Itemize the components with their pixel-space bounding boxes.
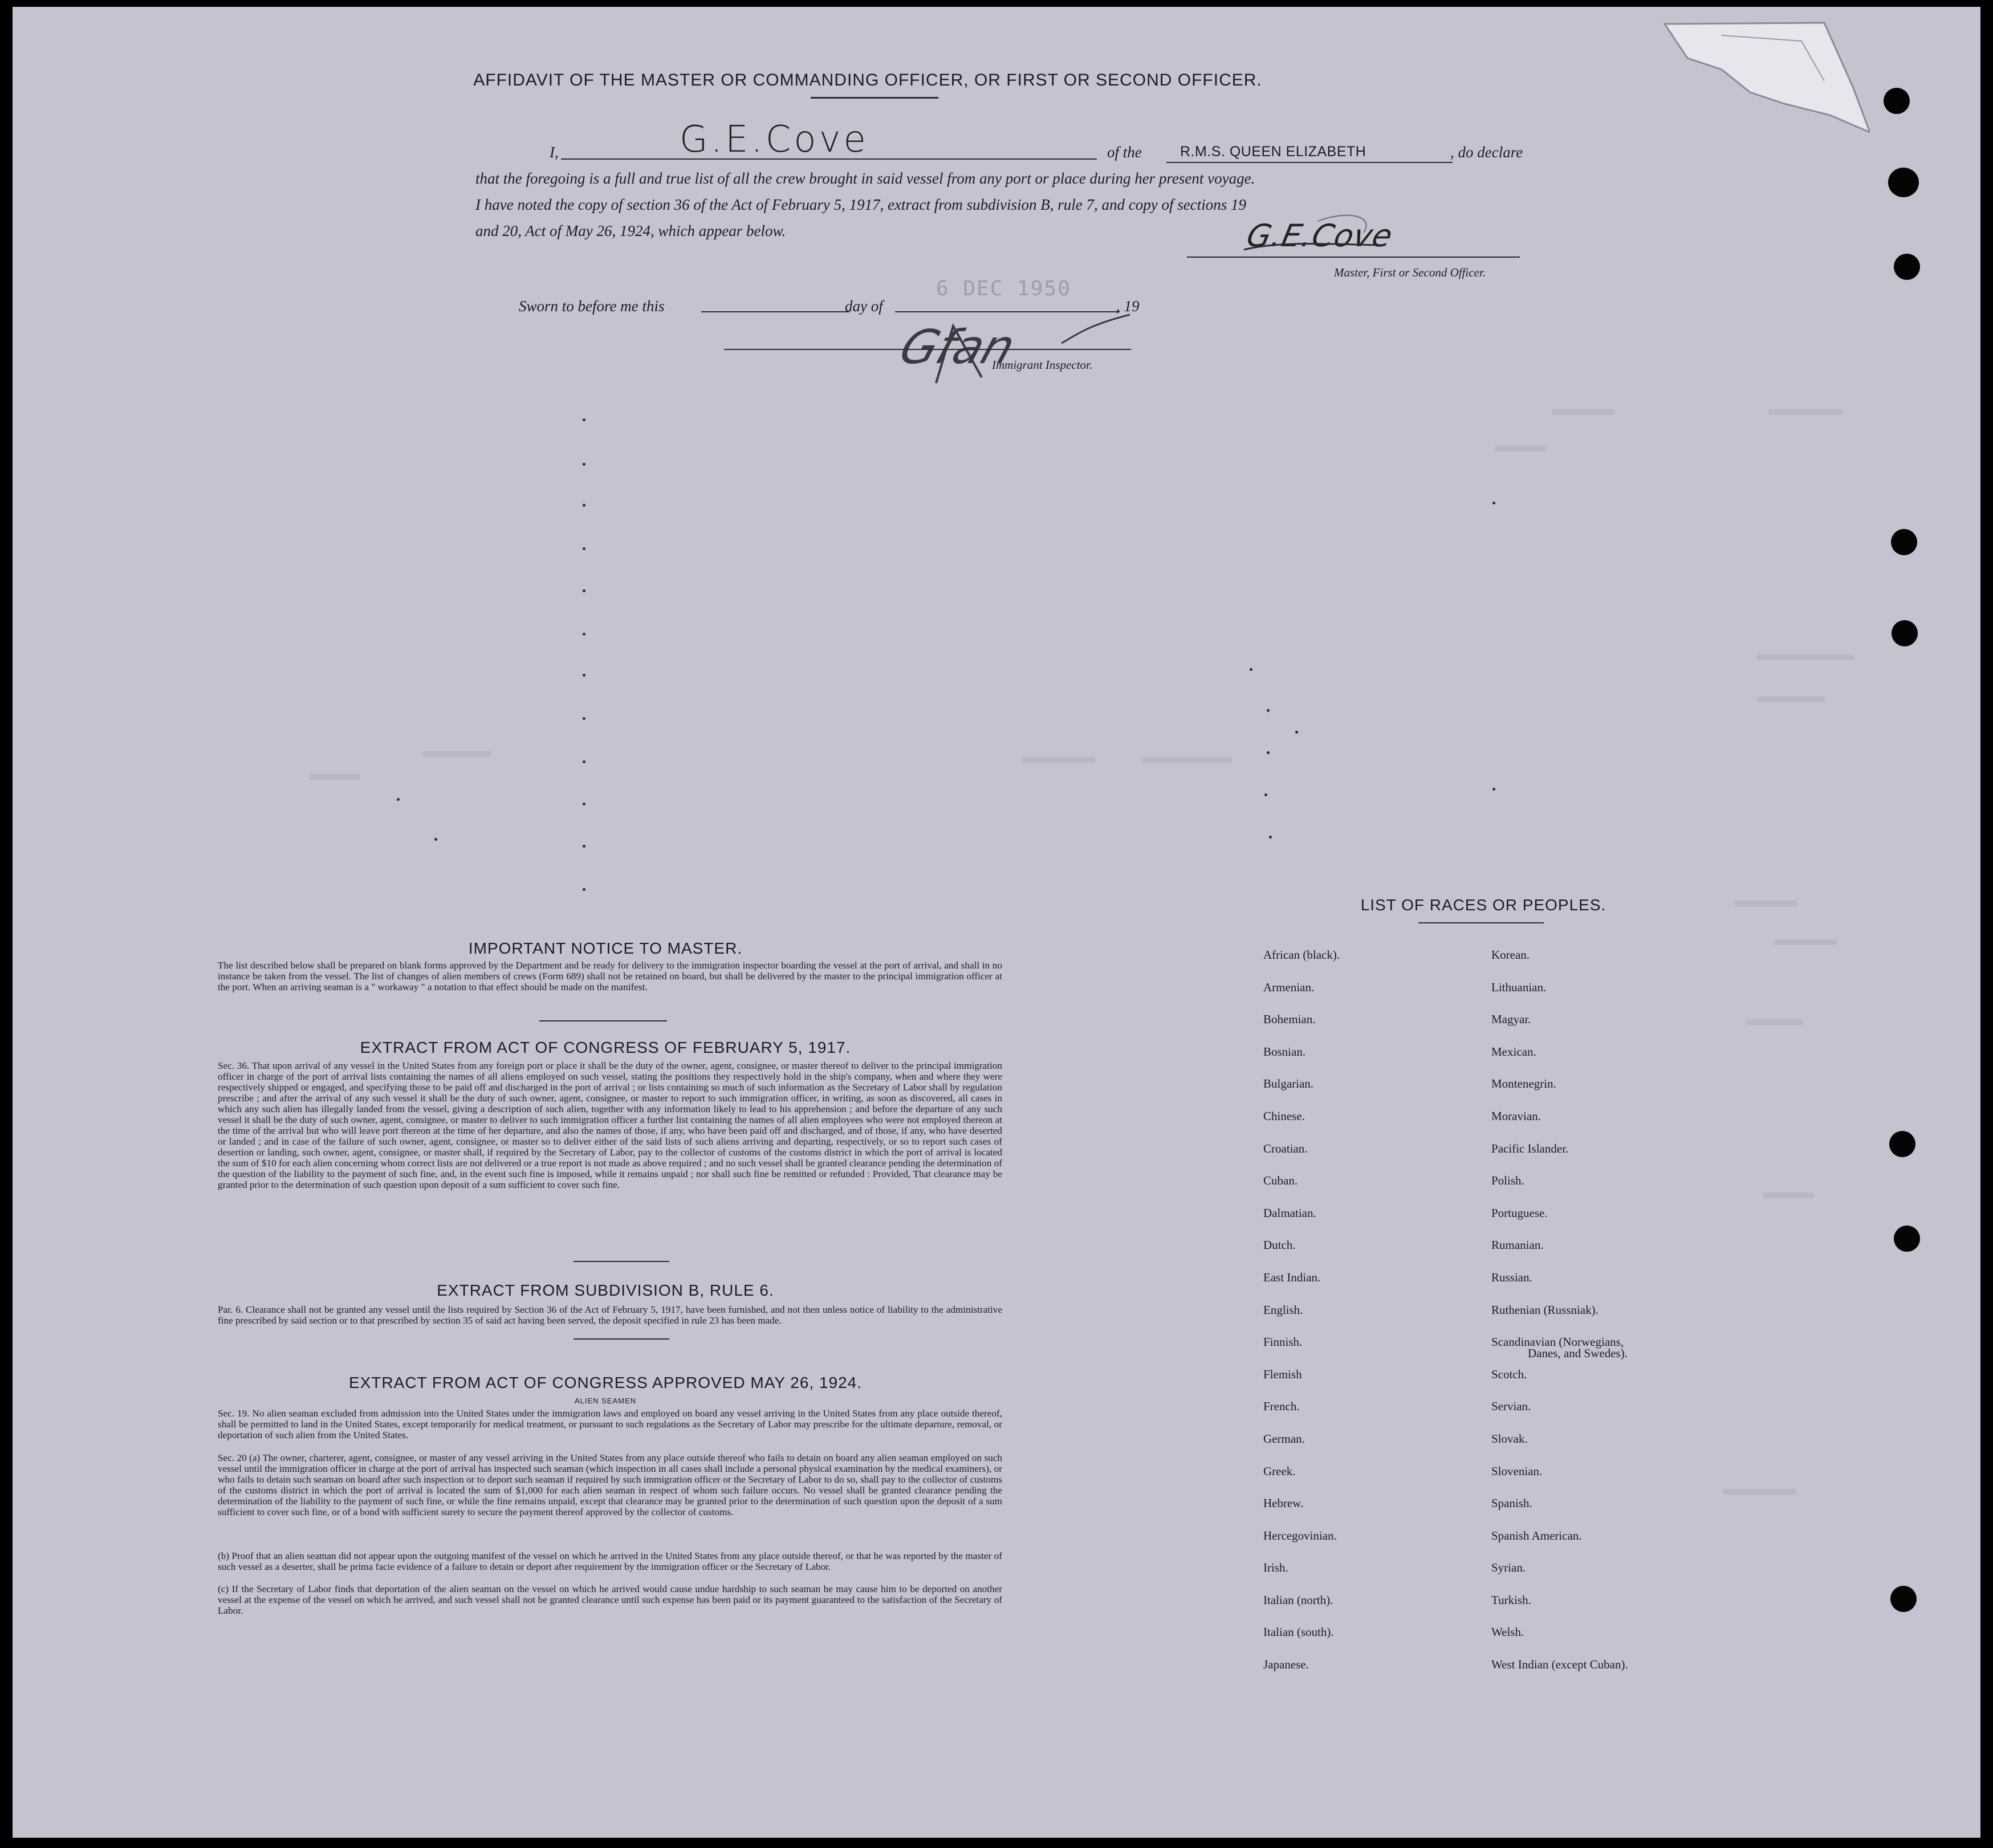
race-item: Lithuanian. xyxy=(1491,980,1547,994)
punch-hole xyxy=(1894,254,1920,280)
race-item: Pacific Islander. xyxy=(1491,1141,1569,1155)
extract-1917-body: Sec. 36. That upon arrival of any vessel in the United States from any foreign port or place it shall be the duty of the owner, agent, consignee, or master thereof to deliver to the principal immigration officer in charge of the port of arrival lists containing the names of all aliens employed on such vessel, stating the positions they respectively hold in the ship's company, when and where they were respectively shipped or engaged, and specifying those to be paid off and discharged in the port of arrival ; or lists containing so much of such information as the Secretary of Labor shall by regulation prescribe ; and after the arrival of any such vessel it shall be the duty of such owner, agent, consignee, or master to report to such immigration officer, in writing, as soon as discovered, all cases in which any such alien has illegally landed from the vessel, giving a description of such alien, together with any information likely to lead to his apprehension ; and before the departure of any such vessel it shall be the duty of such owner, agent, consignee, or master to deliver to such immigration officer a further list containing the names of all alien employees who were not employed thereon at the time of the arrival but who will leave port thereon at the time of her departure, and also the names of those, if any, who have been paid off and discharged, and of those, if any, who have deserted or landed ; and in case of the failure of such owner, agent, consignee, or master so to deliver either of the said lists of such aliens arriving and departing, respectively, or so to report such cases of desertion or landing, such owner, agent, consignee, or master shall, if required by the Secretary of Labor, pay to the collector of customs of the customs district in which the port of arrival is located the sum of $10 for each alien concerning whom correct lists are not delivered or a true report is not made as above required ; and no such vessel shall be granted clearance pending the determination of the question of the liability to the payment of such fine, and, in the event such fine is imposed, while it remains unpaid ; nor shall such fine be remitted or refunded : Provided, That clearance may be granted prior to the determination of such question upon deposit of a sum sufficient to cover such fine. xyxy=(218,1060,1002,1190)
inspector-caption: Immigrant Inspector. xyxy=(992,358,1093,372)
affidavit-line-3: I have noted the copy of section 36 of the Act of February 5, 1917, extract from subdivision B, rule 7, and copy of sections 19 xyxy=(475,196,1246,213)
extract-rule6-title: EXTRACT FROM SUBDIVISION B, RULE 6. xyxy=(437,1281,774,1299)
punch-hole xyxy=(1894,1226,1920,1252)
race-item: Hercegovinian. xyxy=(1263,1528,1337,1542)
punch-hole xyxy=(1890,1586,1917,1612)
race-item: Greek. xyxy=(1263,1464,1296,1478)
race-item: Dalmatian. xyxy=(1263,1206,1316,1220)
race-item: Servian. xyxy=(1491,1399,1531,1414)
extract-rule6-body: Par. 6. Clearance shall not be granted any vessel until the lists required by Section 36 of the Act of February 5, 1917, have been furnished, and not then unless notice of liability to the administrative fine prescribed by said section or to that prescribed by section 35 of said act having been served, the deposit specified in rule 23 has been made. xyxy=(218,1304,1002,1326)
race-item: Irish. xyxy=(1263,1561,1288,1575)
race-item: Portuguese. xyxy=(1491,1206,1548,1220)
officer-name-handwritten: G.E.Cove xyxy=(680,119,869,161)
race-item: Bohemian. xyxy=(1263,1012,1316,1027)
race-item: Bosnian. xyxy=(1263,1044,1306,1059)
sworn-text: Sworn to before me this xyxy=(519,298,665,315)
race-item: Armenian. xyxy=(1263,980,1315,994)
of-the-text: of the xyxy=(1107,144,1142,161)
race-item: Flemish xyxy=(1263,1367,1302,1381)
race-item: Welsh. xyxy=(1491,1625,1524,1639)
punch-hole xyxy=(1889,1131,1915,1157)
race-item: Montenegrin. xyxy=(1491,1077,1556,1091)
extract-1924-sec19: Sec. 19. No alien seaman excluded from admission into the United States under the immigration laws and employed on board any vessel arriving in the United States from any place outside thereof, shall be permitted to land in the United States, except temporarily for medical treatment, or pursuant to such regulations as the Secretary of Labor may prescribe for the ultimate departure, removal, or deportation of such alien from the United States. xyxy=(218,1408,1002,1440)
extract-1917-title: EXTRACT FROM ACT OF CONGRESS OF FEBRUARY 5, 1917. xyxy=(360,1039,851,1056)
race-continuation: Danes, and Swedes). xyxy=(1528,1346,1628,1360)
race-item: Ruthenian (Russniak). xyxy=(1491,1302,1599,1317)
date-stamp: 6 DEC 1950 xyxy=(936,277,1071,300)
race-item: Croatian. xyxy=(1263,1141,1308,1155)
punch-hole xyxy=(1888,168,1919,197)
race-item: Polish. xyxy=(1491,1174,1524,1188)
punch-hole xyxy=(1892,620,1918,646)
signature-line xyxy=(1187,257,1520,258)
race-item: Scandinavian (Norwegians, xyxy=(1491,1335,1624,1349)
race-item: Magyar. xyxy=(1491,1012,1531,1027)
inspector-line xyxy=(724,349,1131,350)
notice-title: IMPORTANT NOTICE TO MASTER. xyxy=(468,939,743,957)
day-of-text: day of xyxy=(845,298,883,315)
race-item: Italian (north). xyxy=(1263,1593,1333,1607)
race-item: Chinese. xyxy=(1263,1109,1305,1123)
inspector-signature-strokes xyxy=(902,292,1198,394)
affidavit-title: AFFIDAVIT OF THE MASTER OR COMMANDING OFFICER, OR FIRST OR SECOND OFFICER. xyxy=(473,71,1262,89)
race-item: East Indian. xyxy=(1263,1270,1321,1284)
race-item: Spanish. xyxy=(1491,1496,1532,1511)
name-line xyxy=(561,158,1097,160)
year-text: , 19 xyxy=(1116,298,1140,315)
race-item: Russian. xyxy=(1491,1270,1532,1284)
declare-text: , do declare xyxy=(1450,144,1523,161)
inspector-signature: Gfan xyxy=(893,320,1022,375)
vessel-line xyxy=(1166,162,1453,163)
race-item: African (black). xyxy=(1263,948,1340,962)
race-item: Turkish. xyxy=(1491,1593,1531,1607)
race-item: Japanese. xyxy=(1263,1658,1309,1672)
extract-1924-subtitle: ALIEN SEAMEN xyxy=(574,1397,637,1405)
extract-1924-title: EXTRACT FROM ACT OF CONGRESS APPROVED MAY 26, 1924. xyxy=(348,1374,863,1391)
race-item: German. xyxy=(1263,1431,1305,1446)
race-item: Hebrew. xyxy=(1263,1496,1304,1511)
punch-hole xyxy=(1891,529,1917,555)
races-right-column xyxy=(1491,949,1788,1691)
race-item: Slovenian. xyxy=(1491,1464,1543,1478)
extract-1924-sec20b: (b) Proof that an alien seaman did not appear upon the outgoing manifest of the vessel on which he arrived in the United States from any place outside thereof, or that he was reported by the master of such vessel as a deserter, shall be prima facie evidence of a failure to detain or deport after requirement by the immigration officer or the Secretary of Labor. xyxy=(218,1550,1002,1572)
punch-hole xyxy=(1884,88,1910,114)
signature-caption: Master, First or Second Officer. xyxy=(1334,266,1486,279)
vessel-name: R.M.S. QUEEN ELIZABETH xyxy=(1180,144,1366,160)
race-item: Italian (south). xyxy=(1263,1625,1334,1639)
notice-body: The list described below shall be prepared on blank forms approved by the Department and be ready for delivery to the immigration inspector boarding the vessel at the port of arrival, and shall in no instance be taken from the vessel. The list of changes of alien members of crews (Form 689) shall not be retained on board, but shall be delivered by the master to the principal immigration officer at the port. When an arriving seaman is a " workaway " a notation to that effect should be made on the manifest. xyxy=(218,960,1002,992)
race-item: Bulgarian. xyxy=(1263,1077,1314,1091)
race-item: Slovak. xyxy=(1491,1431,1528,1446)
race-item: Rumanian. xyxy=(1491,1238,1544,1252)
race-item: Cuban. xyxy=(1263,1174,1298,1188)
race-item: West Indian (except Cuban). xyxy=(1491,1658,1628,1672)
race-item: Spanish American. xyxy=(1491,1528,1582,1542)
races-left-column xyxy=(1263,949,1469,1691)
affidavit-line-2: that the foregoing is a full and true list of all the crew brought in said vessel from any port or place during her present voyage. xyxy=(475,170,1255,187)
document-page xyxy=(13,7,1980,1838)
race-item: Korean. xyxy=(1491,948,1530,962)
affidavit-line-4: and 20, Act of May 26, 1924, which appear below. xyxy=(475,222,786,239)
extract-1924-sec20a: Sec. 20 (a) The owner, charterer, agent, consignee, or master of any vessel arriving in the United States from any place outside thereof who fails to detain on board any alien seaman employed on such vessel until the immigration officer in charge at the port of arrival has inspected such seaman (which inspection in all cases shall include a personal physical examination by the medical examiners), or who fails to detain such seaman on board after such inspection or to deport such seaman if required by such immigration officer or the Secretary of Labor to do so, shall pay to the collector of customs of the customs district in which the port of arrival is located the sum of $1,000 for each alien seaman in respect of whom such failure occurs. No vessel shall be granted clearance pending the determination of the liability to the payment of such fine, or while the fine remains unpaid, except that clearance may be granted prior to the determination of such question upon the deposit of a sum sufficient to cover such fine, or of a bond with sufficient surety to secure the payment thereof approved by the collector of customs. xyxy=(218,1452,1002,1517)
race-item: Mexican. xyxy=(1491,1044,1536,1059)
race-item: Finnish. xyxy=(1263,1335,1303,1349)
sworn-day-line xyxy=(701,311,849,312)
race-item: Scotch. xyxy=(1491,1367,1527,1381)
race-item: Syrian. xyxy=(1491,1561,1526,1575)
race-item: Moravian. xyxy=(1491,1109,1541,1123)
race-item: French. xyxy=(1263,1399,1300,1414)
extract-1924-sec20c: (c) If the Secretary of Labor finds that deportation of the alien seaman on the vessel on which he arrived would cause undue hardship to such seaman he may cause him to be deported on another vessel at the expense of the vessel on which he arrived, and such vessel shall not be granted clearance until such expense has been paid or its payment guaranteed to the satisfaction of the Secretary of Labor. xyxy=(218,1584,1002,1616)
master-signature: G.E.Cove xyxy=(1243,218,1396,254)
races-title: LIST OF RACES OR PEOPLES. xyxy=(1360,896,1606,914)
race-item: English. xyxy=(1263,1302,1303,1317)
affidavit-lead: I, xyxy=(550,144,559,161)
race-item: Dutch. xyxy=(1263,1238,1296,1252)
